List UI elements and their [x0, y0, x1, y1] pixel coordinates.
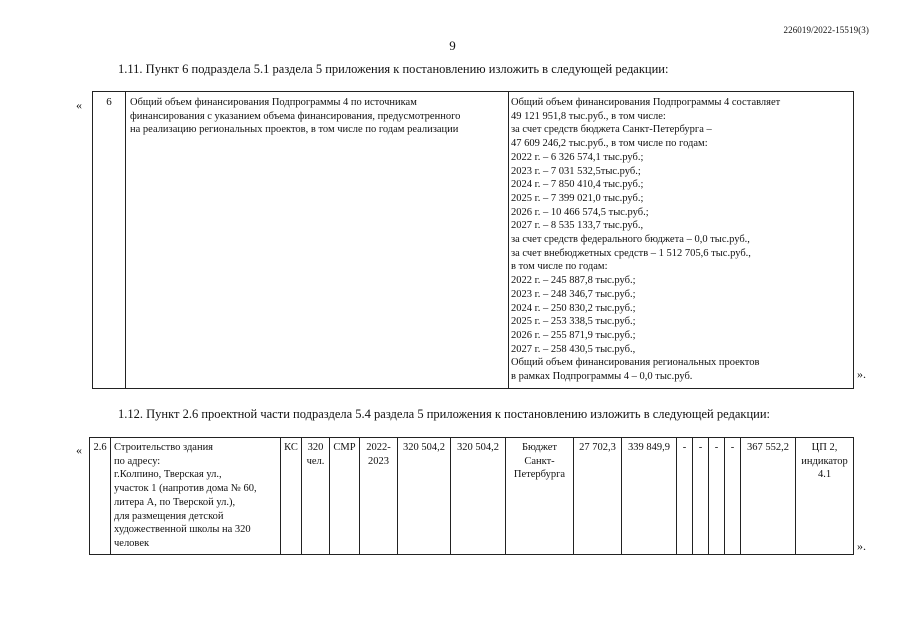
project-year-2023: 339 849,9 — [622, 438, 677, 554]
project-capacity — [302, 438, 330, 554]
section-2-heading: 1.12. Пункт 2.6 проектной части подраздела 5.4 раздела 5 приложения к постановлению изложить в следующей редакции: — [118, 407, 770, 421]
financing-value-line: за счет средств бюджета Санкт-Петербурга – — [511, 124, 712, 136]
project-year-2024: - — [677, 438, 693, 554]
section-2-quote-open: « — [76, 443, 82, 457]
section-1-quote-open: « — [76, 98, 82, 112]
financing-value-line: в том числе по годам: — [511, 261, 608, 273]
project-year-2022: 27 702,3 — [574, 438, 622, 554]
project-table — [89, 437, 854, 555]
project-amount-1: 320 504,2 — [398, 438, 451, 554]
financing-value-line: Общий объем финансирования Подпрограммы 4 составляет — [511, 97, 781, 108]
page-number: 9 — [449, 38, 456, 53]
section-2-quote-close: ». — [857, 539, 866, 553]
project-object — [111, 438, 281, 554]
project-object-line: по адресу: — [114, 455, 161, 467]
project-capacity-line: 320 — [307, 442, 324, 453]
financing-row-number: 6 — [93, 92, 126, 388]
financing-value-line: 2024 г. – 250 830,2 тыс.руб.; — [511, 302, 636, 314]
financing-value-line: 47 609 246,2 тыс.руб., в том числе по годам: — [511, 138, 708, 150]
financing-label — [126, 92, 509, 388]
financing-value-line: 2025 г. – 253 338,5 тыс.руб.; — [511, 316, 636, 328]
project-total: 367 552,2 — [741, 438, 796, 554]
financing-value-line: за счет средств федерального бюджета – 0,0 тыс.руб., — [511, 234, 750, 246]
section-1-heading: 1.11. Пункт 6 подраздела 5.1 раздела 5 приложения к постановлению изложить в следующей редакции: — [118, 62, 669, 76]
project-object-line: Строительство здания — [114, 442, 214, 453]
financing-value — [509, 92, 853, 392]
project-source-line: Петербурга — [513, 469, 566, 481]
project-object-line: г.Колпино, Тверская ул., — [114, 469, 222, 481]
document-number: 226019/2022-15519(3) — [783, 25, 869, 35]
financing-value-line: 2022 г. – 6 326 574,1 тыс.руб.; — [511, 151, 644, 163]
financing-value-line: 2027 г. – 8 535 133,7 тыс.руб., — [511, 220, 644, 232]
financing-value-line: 2027 г. – 258 430,5 тыс.руб., — [511, 343, 636, 355]
project-object-line: участок 1 (напротив дома № 60, — [114, 483, 257, 495]
project-indicator-line: ЦП 2, — [811, 442, 838, 453]
project-period-line: 2023 — [368, 455, 389, 467]
project-amount-2: 320 504,2 — [451, 438, 506, 554]
financing-label-line: финансирования с указанием объема финансирования, предусмотренного — [130, 110, 461, 122]
project-type: КС — [281, 438, 302, 554]
project-object-line: человек — [114, 537, 150, 549]
project-row-number: 2.6 — [90, 438, 111, 554]
project-source-line: Бюджет — [521, 442, 558, 453]
financing-value-line: 2026 г. – 10 466 574,5 тыс.руб.; — [511, 206, 649, 218]
project-year-2025: - — [693, 438, 709, 554]
financing-value-line: в рамках Подпрограммы 4 – 0,0 тыс.руб. — [511, 371, 693, 383]
financing-value-line: 2023 г. – 248 346,7 тыс.руб.; — [511, 288, 636, 300]
financing-label-line: на реализацию региональных проектов, в том числе по годам реализации — [130, 124, 459, 136]
project-capacity-line: чел. — [306, 455, 325, 467]
financing-value-line: 2025 г. – 7 399 021,0 тыс.руб.; — [511, 192, 644, 204]
financing-value-line: за счет внебюджетных средств – 1 512 705,6 тыс.руб., — [511, 247, 751, 259]
project-object-line: литера А, по Тверской ул.), — [114, 496, 236, 508]
financing-value-line: 2022 г. – 245 887,8 тыс.руб.; — [511, 275, 636, 287]
financing-table — [92, 91, 854, 389]
financing-value-line: Общий объем финансирования региональных проектов — [511, 357, 760, 369]
project-period — [360, 438, 398, 554]
project-source-line: Санкт- — [524, 455, 555, 467]
section-1-quote-close: ». — [857, 367, 866, 381]
project-indicator — [796, 438, 853, 554]
project-year-2026: - — [709, 438, 725, 554]
project-period-line: 2022- — [366, 442, 391, 453]
project-work: СМР — [330, 438, 360, 554]
financing-value-line: 2026 г. – 255 871,9 тыс.руб.; — [511, 329, 636, 341]
financing-value-line: 49 121 951,8 тыс.руб., в том числе: — [511, 110, 666, 122]
financing-value-line: 2024 г. – 7 850 410,4 тыс.руб.; — [511, 179, 644, 191]
project-indicator-line: 4.1 — [817, 469, 832, 481]
financing-value-line: 2023 г. – 7 031 532,5тыс.руб.; — [511, 165, 641, 177]
project-year-2027: - — [725, 438, 741, 554]
project-object-line: художественной школы на 320 — [114, 524, 251, 536]
project-object-line: для размещения детской — [114, 510, 224, 522]
financing-label-line: Общий объем финансирования Подпрограммы 4 по источникам — [130, 97, 417, 108]
project-indicator-line: индикатор — [801, 455, 848, 467]
project-source — [506, 438, 574, 554]
